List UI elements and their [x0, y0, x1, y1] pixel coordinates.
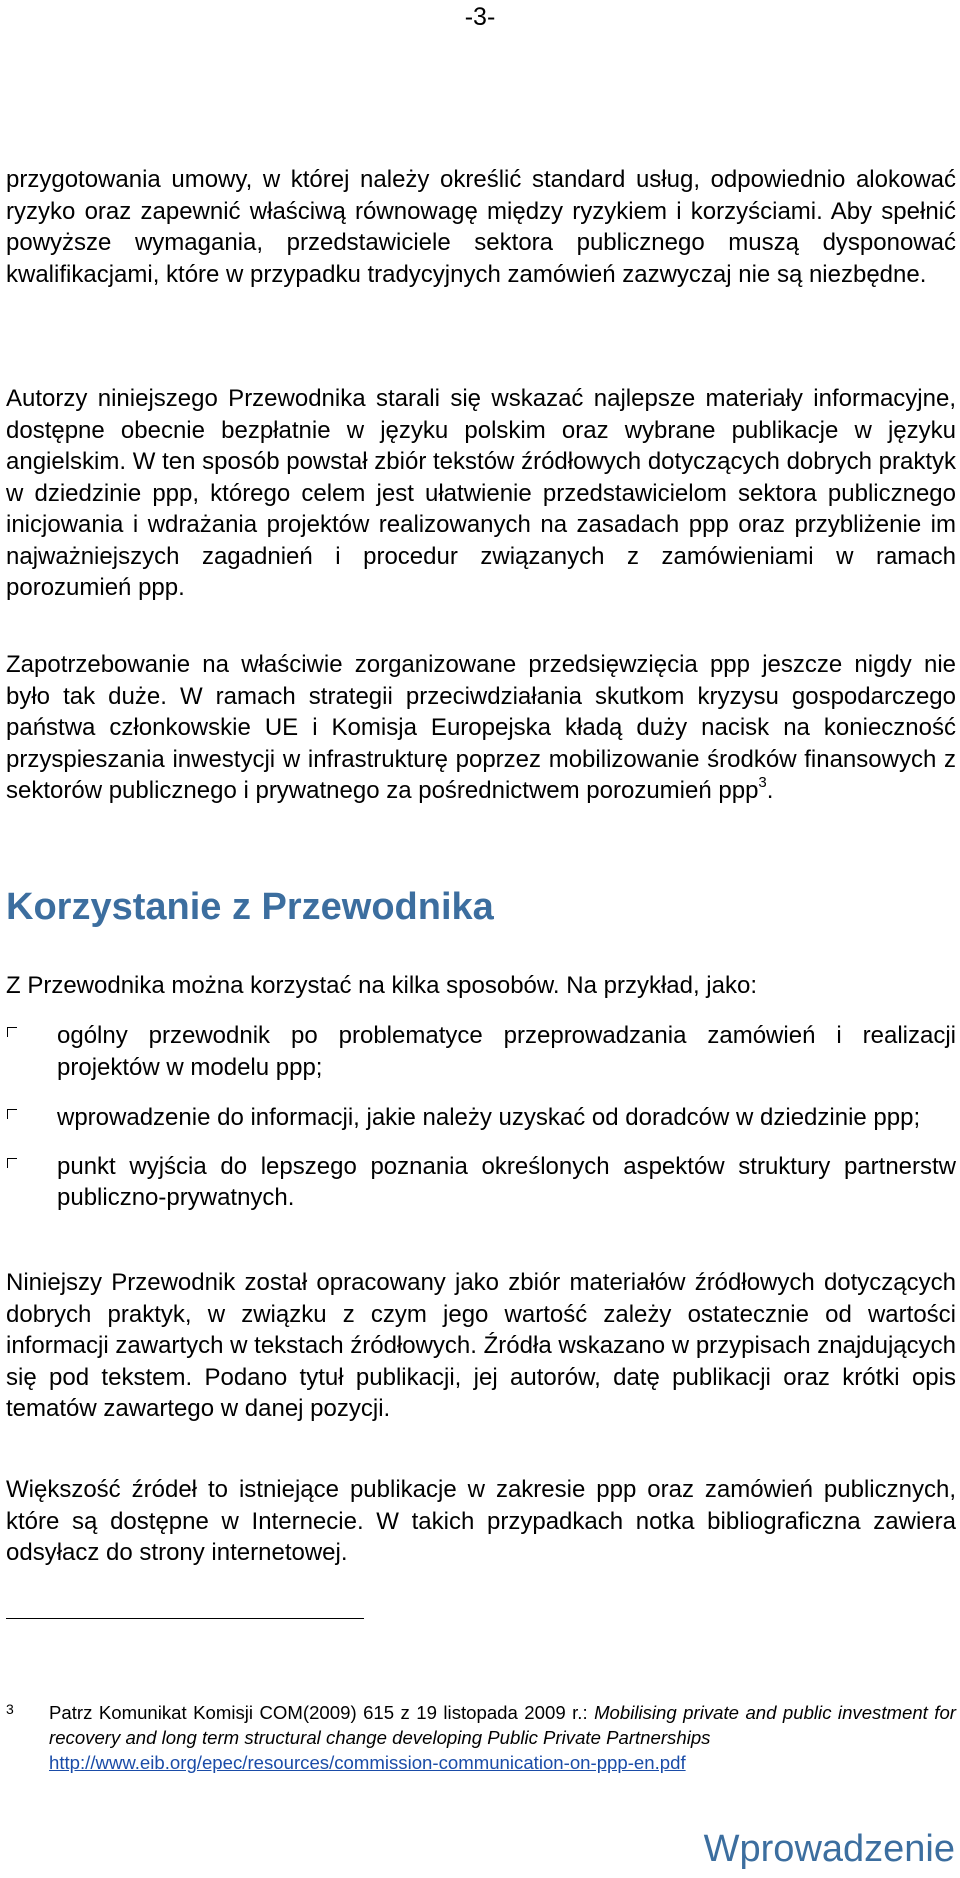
- footer-section-label: Wprowadzenie: [703, 1828, 955, 1870]
- footnote-text: [49, 1700, 956, 1775]
- paragraph-intro-continuation: przygotowania umowy, w której należy określić standard usług, odpowiednio alokować ryzyko oraz zapewnić właściwą równowagę między ryzykiem i korzyściami. Aby spełnić powyższe wymagania, przedstawiciele sektora publicznego muszą dysponować kwalifikacjami, które w przypadku tradycyjnych zamówień zazwyczaj nie są niezbędne.: [6, 166, 956, 288]
- paragraph-authors: Autorzy niniejszego Przewodnika starali się wskazać najlepsze materiały informacyjne, dostępne obecnie bezpłatnie w języku polskim oraz wybrane publikacje w języku angielskim. W ten sposób powstał zbiór tekstów źródłowych dotyczących dobrych praktyk w dziedzinie ppp, którego celem jest ułatwienie przedstawicielom sektora publicznego inicjowania i wdrażania projektów realizowanych na zasadach ppp oraz przybliżenie im najważniejszych zagadnień i procedur związanych z zamówieniami w ramach porozumień ppp.: [6, 385, 956, 601]
- footnote-link[interactable]: http://www.eib.org/epec/resources/commission-communication-on-ppp-en.pdf: [49, 1752, 686, 1773]
- section-heading: Korzystanie z Przewodnika: [6, 886, 494, 928]
- paragraph-demand: [6, 649, 956, 807]
- paragraph-majority: Większość źródeł to istniejące publikacje w zakresie ppp oraz zamówień publicznych, które są dostępne w Internecie. W takich przypadkach notka bibliograficzna zawiera odsyłacz do strony internetowej.: [6, 1476, 956, 1566]
- list-item: [6, 1151, 956, 1214]
- paragraph-demand-text: Zapotrzebowanie na właściwie zorganizowane przedsięwzięcia ppp jeszcze nigdy nie było tak duże. W ramach strategii przeciwdziałania skutkom kryzysu gospodarczego państwa członkowskie UE i Komisja Europejska kładą duży nacisk na konieczność przyspieszania inwestycji w infrastrukturę poprzez mobilizowanie środków finansowych z sektorów publicznego i prywatnego za pośrednictwem porozumień ppp: [6, 651, 956, 804]
- usage-bullet-list: [6, 1020, 956, 1233]
- bullet-marker-icon: [7, 1109, 17, 1119]
- list-item-text: punkt wyjścia do lepszego poznania określonych aspektów struktury partnerstw publiczno-prywatnych.: [57, 1152, 956, 1211]
- footnote-reference[interactable]: 3: [758, 774, 767, 791]
- list-item-text: wprowadzenie do informacji, jakie należy uzyskać od doradców w dziedzinie ppp;: [57, 1104, 921, 1131]
- bullet-marker-icon: [7, 1158, 17, 1168]
- list-item-text: ogólny przewodnik po problematyce przeprowadzania zamówień i realizacji projektów w modelu ppp;: [57, 1022, 956, 1081]
- paragraph-sources: Niniejszy Przewodnik został opracowany jako zbiór materiałów źródłowych dotyczących dobrych praktyk, w związku z czym jego wartość zależy ostatecznie od wartości informacji zawartych w tekstach źródłowych. Źródła wskazano w przypisach znajdujących się pod tekstem. Podano tytuł publikacji, jej autorów, datę publikacji oraz krótki opis tematów zawartego w danej pozycji.: [6, 1269, 956, 1422]
- footnote-number: 3: [6, 1701, 14, 1717]
- list-item: [6, 1020, 956, 1083]
- paragraph-usage-intro: Z Przewodnika można korzystać na kilka sposobów. Na przykład, jako:: [6, 972, 757, 999]
- list-item: [6, 1102, 956, 1134]
- paragraph-demand-end: .: [766, 777, 774, 804]
- footnote-publication-title: Mobilising private and public investment for recovery and long term structural change developing Public Private Partnerships: [49, 1702, 956, 1748]
- footnote-separator: [6, 1618, 364, 1619]
- bullet-marker-icon: [7, 1027, 17, 1037]
- footnote-text-plain: Patrz Komunikat Komisji COM(2009) 615 z 19 listopada 2009 r.:: [49, 1702, 595, 1723]
- footnote: [6, 1700, 956, 1775]
- page-number: -3-: [464, 3, 496, 31]
